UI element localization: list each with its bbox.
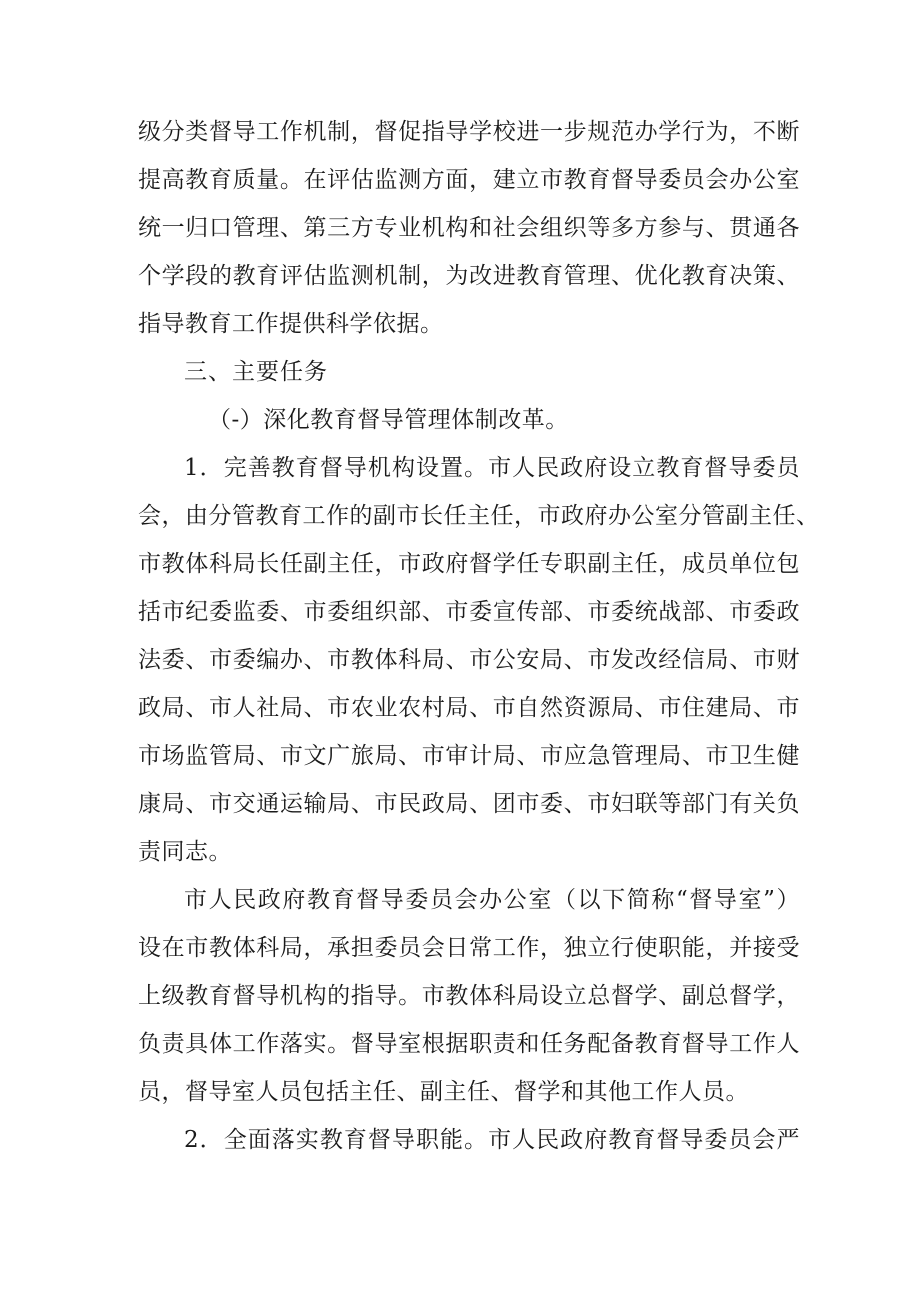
text-line: 市人民政府教育督导委员会办公室（以下简称“督导室”）: [184, 887, 800, 913]
document-page: [138, 108, 820, 1164]
section-heading-main-tasks: 三、主要任务: [184, 359, 328, 385]
text-line: 1．完善教育督导机构设置。市人民政府设立教育督导委员: [184, 455, 800, 481]
text-line: 级分类督导工作机制，督促指导学校进一步规范办学行为，不断: [138, 119, 800, 145]
text-line: 括市纪委监委、市委组织部、市委宣传部、市委统战部、市委政: [138, 599, 800, 625]
paragraph-item-1: [138, 444, 820, 876]
paragraph-supervision-office: [138, 876, 800, 1116]
text-line: 康局、市交通运输局、市民政局、团市委、市妇联等部门有关负: [138, 791, 800, 817]
paragraph-evaluation-mechanism: [138, 108, 800, 348]
text-line: 统一归口管理、第三方专业机构和社会组织等多方参与、贯通各: [138, 215, 800, 241]
subsection-heading-reform: （-）深化教育督导管理体制改革。: [208, 407, 569, 433]
text-line: 负责具体工作落实。督导室根据职责和任务配备教育督导工作人: [138, 1031, 800, 1057]
text-line: 政局、市人社局、市农业农村局、市自然资源局、市住建局、市: [138, 695, 800, 721]
text-line: 市教体科局长任副主任，市政府督学任专职副主任，成员单位包: [138, 551, 800, 577]
paragraph-item-2: [138, 1116, 800, 1164]
text-line: 会，由分管教育工作的副市长任主任，市政府办公室分管副主任、: [138, 503, 820, 529]
text-line: 2．全面落实教育督导职能。市人民政府教育督导委员会严: [184, 1127, 800, 1153]
text-line: 市场监管局、市文广旅局、市审计局、市应急管理局、市卫生健: [138, 743, 800, 769]
text-line: 设在市教体科局，承担委员会日常工作，独立行使职能，并接受: [138, 935, 800, 961]
text-line: 提高教育质量。在评估监测方面，建立市教育督导委员会办公室: [138, 167, 800, 193]
text-line: 个学段的教育评估监测机制，为改进教育管理、优化教育决策、: [138, 263, 800, 289]
text-line: 指导教育工作提供科学依据。: [138, 311, 444, 337]
text-line: 员，督导室人员包括主任、副主任、督学和其他工作人员。: [138, 1079, 749, 1105]
text-line: 上级教育督导机构的指导。市教体科局设立总督学、副总督学，: [138, 983, 800, 1009]
text-line: 法委、市委编办、市教体科局、市公安局、市发改经信局、市财: [138, 647, 800, 673]
text-line: 责同志。: [138, 839, 232, 865]
